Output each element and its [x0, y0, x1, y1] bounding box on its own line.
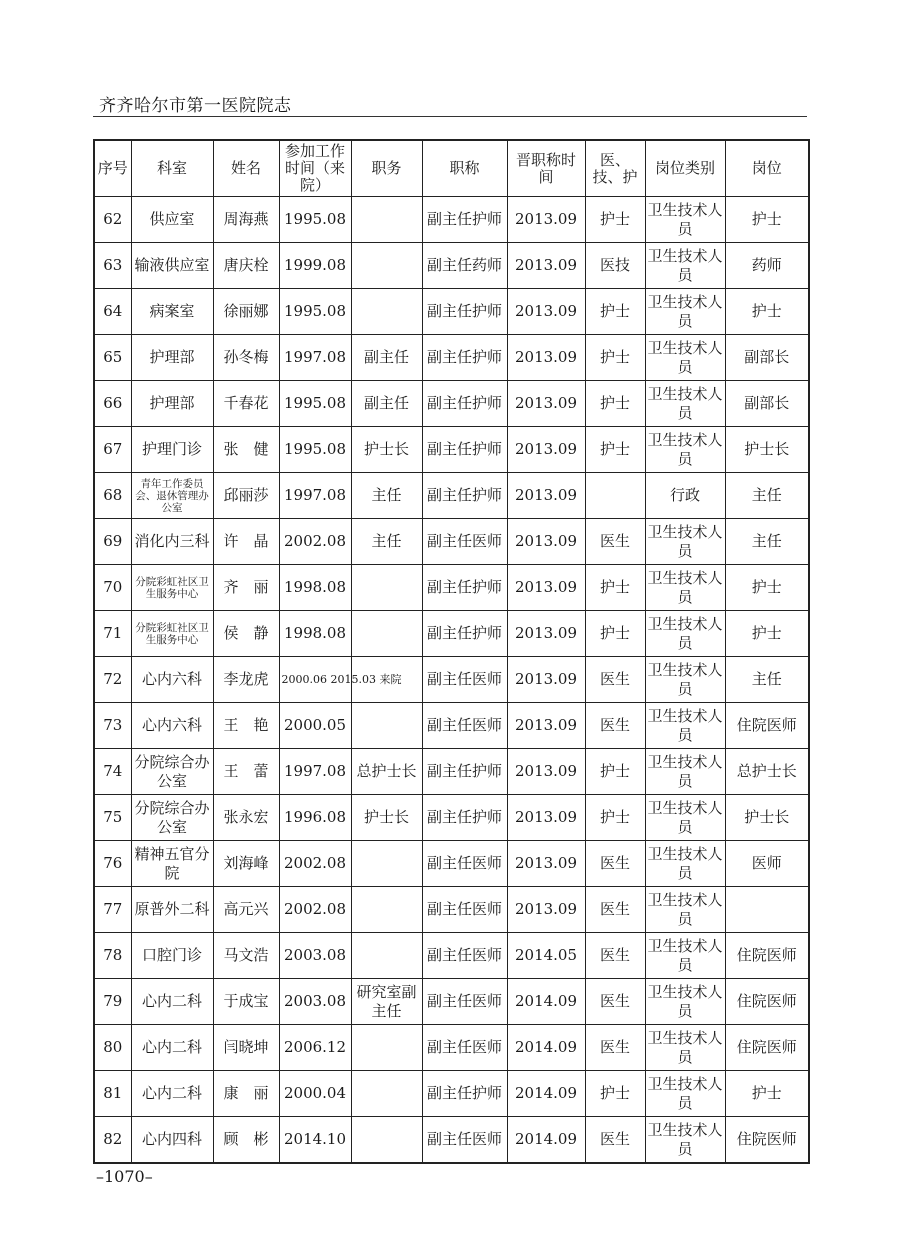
- cell-name: 马文浩: [213, 933, 279, 979]
- cell-start-date: 2003.08: [279, 979, 351, 1025]
- cell-index: 67: [94, 427, 131, 473]
- cell-department: 精神五官分院: [131, 841, 213, 887]
- cell-promotion-date: 2013.09: [507, 795, 585, 841]
- cell-department: 心内六科: [131, 657, 213, 703]
- cell-position: [351, 1025, 422, 1071]
- cell-title: 副主任医师: [422, 933, 507, 979]
- table-header-row: [94, 140, 809, 197]
- cell-category: 护士: [585, 289, 645, 335]
- cell-department: 心内六科: [131, 703, 213, 749]
- cell-name: 李龙虎: [213, 657, 279, 703]
- cell-promotion-date: 2013.09: [507, 519, 585, 565]
- cell-index: 70: [94, 565, 131, 611]
- table-row: [94, 1025, 809, 1071]
- cell-category: 护士: [585, 427, 645, 473]
- cell-promotion-date: 2013.09: [507, 565, 585, 611]
- cell-title: 副主任医师: [422, 519, 507, 565]
- cell-promotion-date: 2014.09: [507, 1025, 585, 1071]
- cell-title: 副主任护师: [422, 381, 507, 427]
- cell-title: 副主任医师: [422, 841, 507, 887]
- cell-position: [351, 1071, 422, 1117]
- cell-department: 青年工作委员会、退休管理办公室: [131, 473, 213, 519]
- running-header: 齐齐哈尔市第一医院院志: [99, 96, 292, 116]
- cell-department: 护理部: [131, 335, 213, 381]
- cell-name: 张 健: [213, 427, 279, 473]
- cell-position: [351, 243, 422, 289]
- cell-name: 闫晓坤: [213, 1025, 279, 1071]
- cell-name: 刘海峰: [213, 841, 279, 887]
- cell-title: 副主任护师: [422, 749, 507, 795]
- table-row: [94, 243, 809, 289]
- cell-department: 输液供应室: [131, 243, 213, 289]
- cell-post: 总护士长: [725, 749, 809, 795]
- cell-start-date: 2006.12: [279, 1025, 351, 1071]
- table-row: [94, 795, 809, 841]
- cell-start-date: 1997.08: [279, 749, 351, 795]
- cell-department: 分院彩虹社区卫生服务中心: [131, 565, 213, 611]
- cell-title: 副主任护师: [422, 289, 507, 335]
- cell-position: 副主任: [351, 381, 422, 427]
- cell-category: 护士: [585, 381, 645, 427]
- cell-post-type: 卫生技术人员: [645, 749, 725, 795]
- cell-index: 78: [94, 933, 131, 979]
- table-row: [94, 1071, 809, 1117]
- cell-position: [351, 933, 422, 979]
- cell-start-date: 1995.08: [279, 381, 351, 427]
- cell-category: 护士: [585, 565, 645, 611]
- cell-name: 康 丽: [213, 1071, 279, 1117]
- cell-index: 82: [94, 1117, 131, 1164]
- cell-promotion-date: 2013.09: [507, 335, 585, 381]
- cell-category: 护士: [585, 1071, 645, 1117]
- cell-post: 主任: [725, 657, 809, 703]
- cell-promotion-date: 2014.09: [507, 1071, 585, 1117]
- cell-post: 护士: [725, 565, 809, 611]
- cell-post: 护士长: [725, 795, 809, 841]
- personnel-table: [93, 139, 810, 1164]
- cell-promotion-date: 2013.09: [507, 197, 585, 243]
- cell-index: 62: [94, 197, 131, 243]
- cell-department: 病案室: [131, 289, 213, 335]
- cell-category: 医生: [585, 841, 645, 887]
- cell-post-type: 卫生技术人员: [645, 841, 725, 887]
- cell-index: 77: [94, 887, 131, 933]
- cell-start-date: 1997.08: [279, 335, 351, 381]
- cell-promotion-date: 2013.09: [507, 243, 585, 289]
- cell-category: 医生: [585, 703, 645, 749]
- cell-post: 护士: [725, 197, 809, 243]
- cell-position: 主任: [351, 519, 422, 565]
- cell-category: 医生: [585, 1025, 645, 1071]
- cell-start-date: 2000.05: [279, 703, 351, 749]
- table-row: [94, 611, 809, 657]
- cell-post-type: 卫生技术人员: [645, 197, 725, 243]
- table-row: [94, 841, 809, 887]
- cell-category: 护士: [585, 197, 645, 243]
- cell-title: 副主任医师: [422, 887, 507, 933]
- cell-index: 79: [94, 979, 131, 1025]
- cell-post-type: 卫生技术人员: [645, 933, 725, 979]
- cell-position: 总护士长: [351, 749, 422, 795]
- cell-post-type: 卫生技术人员: [645, 1025, 725, 1071]
- cell-post-type: 卫生技术人员: [645, 565, 725, 611]
- cell-post: 住院医师: [725, 1025, 809, 1071]
- cell-post-type: 卫生技术人员: [645, 519, 725, 565]
- table-row: [94, 979, 809, 1025]
- cell-department: 护理门诊: [131, 427, 213, 473]
- cell-start-date: 1998.08: [279, 611, 351, 657]
- cell-post: 主任: [725, 473, 809, 519]
- cell-position: [351, 887, 422, 933]
- cell-index: 74: [94, 749, 131, 795]
- cell-title: 副主任医师: [422, 1025, 507, 1071]
- table-row: [94, 427, 809, 473]
- cell-title: 副主任护师: [422, 197, 507, 243]
- cell-title: 副主任护师: [422, 1071, 507, 1117]
- cell-category: [585, 473, 645, 519]
- cell-category: 护士: [585, 335, 645, 381]
- cell-post-type: 卫生技术人员: [645, 1071, 725, 1117]
- cell-post: 护士长: [725, 427, 809, 473]
- cell-index: 63: [94, 243, 131, 289]
- cell-start-date: 1995.08: [279, 289, 351, 335]
- cell-post: 副部长: [725, 335, 809, 381]
- cell-post-type: 卫生技术人员: [645, 1117, 725, 1164]
- cell-post-type: 卫生技术人员: [645, 703, 725, 749]
- cell-start-date: 1996.08: [279, 795, 351, 841]
- cell-department: 分院综合办公室: [131, 795, 213, 841]
- cell-title: 副主任医师: [422, 1117, 507, 1164]
- table-row: [94, 473, 809, 519]
- cell-post-type: 卫生技术人员: [645, 335, 725, 381]
- cell-category: 护士: [585, 611, 645, 657]
- cell-post-type: 卫生技术人员: [645, 289, 725, 335]
- column-header: 参加工作时间（来院）: [279, 140, 351, 197]
- cell-post: 住院医师: [725, 933, 809, 979]
- cell-start-date: 2000.06 2015.03 来院: [279, 657, 351, 703]
- cell-category: 医生: [585, 657, 645, 703]
- cell-post-type: 卫生技术人员: [645, 243, 725, 289]
- cell-start-date: 1999.08: [279, 243, 351, 289]
- cell-promotion-date: 2013.09: [507, 841, 585, 887]
- cell-position: [351, 289, 422, 335]
- cell-start-date: 2003.08: [279, 933, 351, 979]
- cell-title: 副主任护师: [422, 427, 507, 473]
- cell-index: 66: [94, 381, 131, 427]
- cell-position: 护士长: [351, 427, 422, 473]
- cell-position: 主任: [351, 473, 422, 519]
- cell-department: 分院综合办公室: [131, 749, 213, 795]
- cell-category: 医技: [585, 243, 645, 289]
- cell-name: 王 艳: [213, 703, 279, 749]
- cell-position: [351, 703, 422, 749]
- cell-post: 护士: [725, 289, 809, 335]
- table-row: [94, 565, 809, 611]
- cell-post-type: 卫生技术人员: [645, 979, 725, 1025]
- cell-title: 副主任护师: [422, 473, 507, 519]
- column-header: 科室: [131, 140, 213, 197]
- cell-name: 徐丽娜: [213, 289, 279, 335]
- cell-name: 唐庆栓: [213, 243, 279, 289]
- cell-promotion-date: 2014.09: [507, 979, 585, 1025]
- cell-post: 主任: [725, 519, 809, 565]
- cell-index: 73: [94, 703, 131, 749]
- cell-index: 68: [94, 473, 131, 519]
- cell-index: 71: [94, 611, 131, 657]
- cell-post: 住院医师: [725, 979, 809, 1025]
- cell-post-type: 卫生技术人员: [645, 795, 725, 841]
- column-header: 职称: [422, 140, 507, 197]
- cell-start-date: 1995.08: [279, 427, 351, 473]
- cell-index: 65: [94, 335, 131, 381]
- cell-department: 心内二科: [131, 979, 213, 1025]
- cell-title: 副主任护师: [422, 565, 507, 611]
- cell-start-date: 1997.08: [279, 473, 351, 519]
- cell-title: 副主任医师: [422, 703, 507, 749]
- cell-name: 孙冬梅: [213, 335, 279, 381]
- table-row: [94, 657, 809, 703]
- cell-promotion-date: 2013.09: [507, 427, 585, 473]
- cell-category: 医生: [585, 933, 645, 979]
- column-header: 职务: [351, 140, 422, 197]
- cell-post-type: 卫生技术人员: [645, 381, 725, 427]
- cell-promotion-date: 2013.09: [507, 703, 585, 749]
- cell-position: [351, 611, 422, 657]
- cell-title: 副主任药师: [422, 243, 507, 289]
- cell-category: 医生: [585, 519, 645, 565]
- cell-position: [351, 565, 422, 611]
- cell-promotion-date: 2013.09: [507, 381, 585, 427]
- cell-index: 75: [94, 795, 131, 841]
- table-row: [94, 887, 809, 933]
- cell-name: 齐 丽: [213, 565, 279, 611]
- cell-index: 76: [94, 841, 131, 887]
- cell-name: 王 蕾: [213, 749, 279, 795]
- cell-start-date: 2014.10: [279, 1117, 351, 1164]
- cell-title: 副主任护师: [422, 611, 507, 657]
- cell-post: 副部长: [725, 381, 809, 427]
- cell-start-date: 2002.08: [279, 841, 351, 887]
- cell-name: 顾 彬: [213, 1117, 279, 1164]
- table-row: [94, 197, 809, 243]
- table-row: [94, 335, 809, 381]
- cell-position: [351, 197, 422, 243]
- cell-title: 副主任医师: [422, 657, 507, 703]
- cell-name: 邱丽莎: [213, 473, 279, 519]
- cell-title: 副主任护师: [422, 795, 507, 841]
- table-row: [94, 703, 809, 749]
- cell-post: 护士: [725, 611, 809, 657]
- table-row: [94, 933, 809, 979]
- table-row: [94, 381, 809, 427]
- table-row: [94, 519, 809, 565]
- column-header: 岗位类别: [645, 140, 725, 197]
- cell-department: 供应室: [131, 197, 213, 243]
- cell-category: 医生: [585, 979, 645, 1025]
- cell-promotion-date: 2013.09: [507, 289, 585, 335]
- cell-start-date: 1998.08: [279, 565, 351, 611]
- cell-name: 张永宏: [213, 795, 279, 841]
- table-row: [94, 749, 809, 795]
- cell-start-date: 1995.08: [279, 197, 351, 243]
- cell-promotion-date: 2013.09: [507, 473, 585, 519]
- cell-position: [351, 1117, 422, 1164]
- cell-department: 口腔门诊: [131, 933, 213, 979]
- column-header: 医、技、护: [585, 140, 645, 197]
- cell-department: 心内四科: [131, 1117, 213, 1164]
- column-header: 姓名: [213, 140, 279, 197]
- cell-post: 药师: [725, 243, 809, 289]
- cell-post: [725, 887, 809, 933]
- cell-post: 医师: [725, 841, 809, 887]
- cell-position: 护士长: [351, 795, 422, 841]
- cell-index: 64: [94, 289, 131, 335]
- cell-name: 于成宝: [213, 979, 279, 1025]
- cell-category: 护士: [585, 749, 645, 795]
- cell-post-type: 行政: [645, 473, 725, 519]
- cell-index: 69: [94, 519, 131, 565]
- cell-name: 千春花: [213, 381, 279, 427]
- cell-index: 80: [94, 1025, 131, 1071]
- cell-category: 医生: [585, 887, 645, 933]
- cell-promotion-date: 2013.09: [507, 611, 585, 657]
- cell-name: 高元兴: [213, 887, 279, 933]
- cell-post-type: 卫生技术人员: [645, 657, 725, 703]
- cell-title: 副主任医师: [422, 979, 507, 1025]
- header-rule: [93, 116, 807, 117]
- column-header: 岗位: [725, 140, 809, 197]
- page-number: –1070–: [96, 1167, 153, 1186]
- cell-department: 心内二科: [131, 1025, 213, 1071]
- cell-name: 侯 静: [213, 611, 279, 657]
- cell-start-date: 2002.08: [279, 887, 351, 933]
- cell-category: 医生: [585, 1117, 645, 1164]
- cell-post: 住院医师: [725, 703, 809, 749]
- column-header: 晋职称时间: [507, 140, 585, 197]
- cell-post-type: 卫生技术人员: [645, 611, 725, 657]
- cell-position: 副主任: [351, 335, 422, 381]
- cell-index: 72: [94, 657, 131, 703]
- column-header: 序号: [94, 140, 131, 197]
- cell-category: 护士: [585, 795, 645, 841]
- table-row: [94, 1117, 809, 1164]
- cell-department: 消化内三科: [131, 519, 213, 565]
- cell-index: 81: [94, 1071, 131, 1117]
- cell-start-date: 2000.04: [279, 1071, 351, 1117]
- cell-position: 研究室副主任: [351, 979, 422, 1025]
- cell-position: [351, 841, 422, 887]
- cell-post-type: 卫生技术人员: [645, 427, 725, 473]
- cell-post-type: 卫生技术人员: [645, 887, 725, 933]
- table-row: [94, 289, 809, 335]
- cell-department: 护理部: [131, 381, 213, 427]
- cell-post: 住院医师: [725, 1117, 809, 1164]
- cell-promotion-date: 2013.09: [507, 749, 585, 795]
- cell-promotion-date: 2014.09: [507, 1117, 585, 1164]
- cell-start-date: 2002.08: [279, 519, 351, 565]
- cell-department: 心内二科: [131, 1071, 213, 1117]
- cell-promotion-date: 2013.09: [507, 657, 585, 703]
- cell-name: 周海燕: [213, 197, 279, 243]
- cell-promotion-date: 2014.05: [507, 933, 585, 979]
- cell-title: 副主任护师: [422, 335, 507, 381]
- cell-department: 分院彩虹社区卫生服务中心: [131, 611, 213, 657]
- cell-name: 许 晶: [213, 519, 279, 565]
- cell-post: 护士: [725, 1071, 809, 1117]
- cell-department: 原普外二科: [131, 887, 213, 933]
- cell-promotion-date: 2013.09: [507, 887, 585, 933]
